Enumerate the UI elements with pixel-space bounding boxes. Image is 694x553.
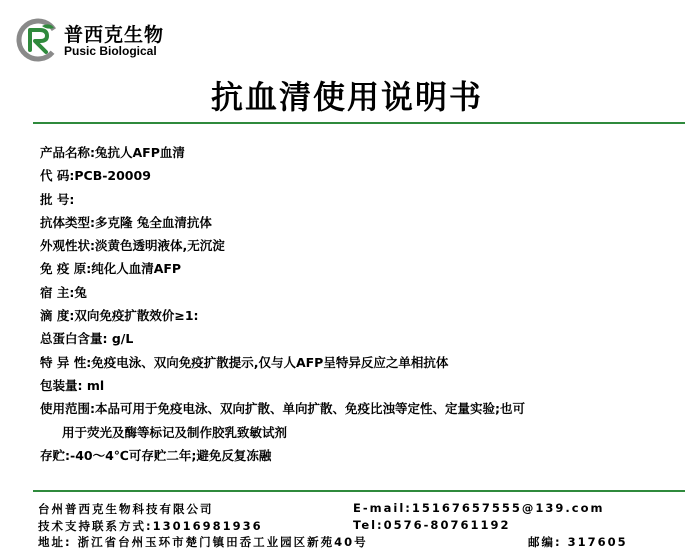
company-address: 地址: 浙江省台州玉环市楚门镇田岙工业园区新苑40号 [38, 535, 368, 549]
footer-row-support [38, 518, 678, 535]
company-logo [16, 18, 176, 64]
document-header [0, 0, 694, 130]
contact-tel: Tel:0576-80761192 [353, 517, 511, 532]
product-fields [40, 141, 680, 467]
field-titer: 滴 度:双向免疫扩散效价≥1: [40, 308, 199, 324]
contact-footer [38, 501, 678, 551]
field-immunogen: 免 疫 原:纯化人血清AFP [40, 261, 182, 277]
field-package-size: 包装量: ml [40, 377, 105, 393]
document-title: 抗血清使用说明书 [210, 78, 483, 116]
field-appearance: 外观性状:淡黄色透明液体,无沉淀 [40, 238, 225, 254]
field-usage-scope: 使用范围:本品可用于免疫电泳、双向扩散、单向扩散、免疫比浊等定性、定量实验;也可 [40, 401, 526, 417]
field-total-protein: 总蛋白含量: g/L [40, 331, 134, 347]
top-divider [33, 122, 685, 124]
field-batch: 批 号: [40, 191, 75, 207]
footer-row-address [38, 534, 678, 551]
field-specificity: 特 异 性:免疫电泳、双向免疫扩散提示,仅与人AFP呈特异反应之单相抗体 [40, 354, 449, 370]
field-usage-scope-continued: 用于荧光及酶等标记及制作胶乳致敏试剂 [62, 424, 288, 440]
logo-english-name: Pusic Biological [64, 44, 157, 58]
field-host: 宿 主:兔 [40, 284, 87, 300]
postcode: 邮编: 317605 [528, 535, 628, 549]
logo-chinese-name: 普西克生物 [64, 24, 165, 46]
field-product-name: 产品名称:兔抗人AFP血清 [40, 145, 185, 160]
field-antibody-type: 抗体类型:多克隆 兔全血清抗体 [40, 214, 212, 230]
support-hotline: 技术支持联系方式:13016981936 [38, 518, 263, 533]
bottom-divider [33, 490, 685, 492]
field-code: 代 码:PCB-20009 [40, 168, 151, 184]
pusic-logo-icon [16, 18, 60, 62]
company-name: 台州普西克生物科技有限公司 [38, 502, 214, 516]
footer-row-company [38, 501, 678, 518]
contact-email: E-mail:15167657555@139.com [353, 501, 605, 515]
field-storage: 存贮:-40～4℃可存贮二年;避免反复冻融 [40, 447, 272, 463]
